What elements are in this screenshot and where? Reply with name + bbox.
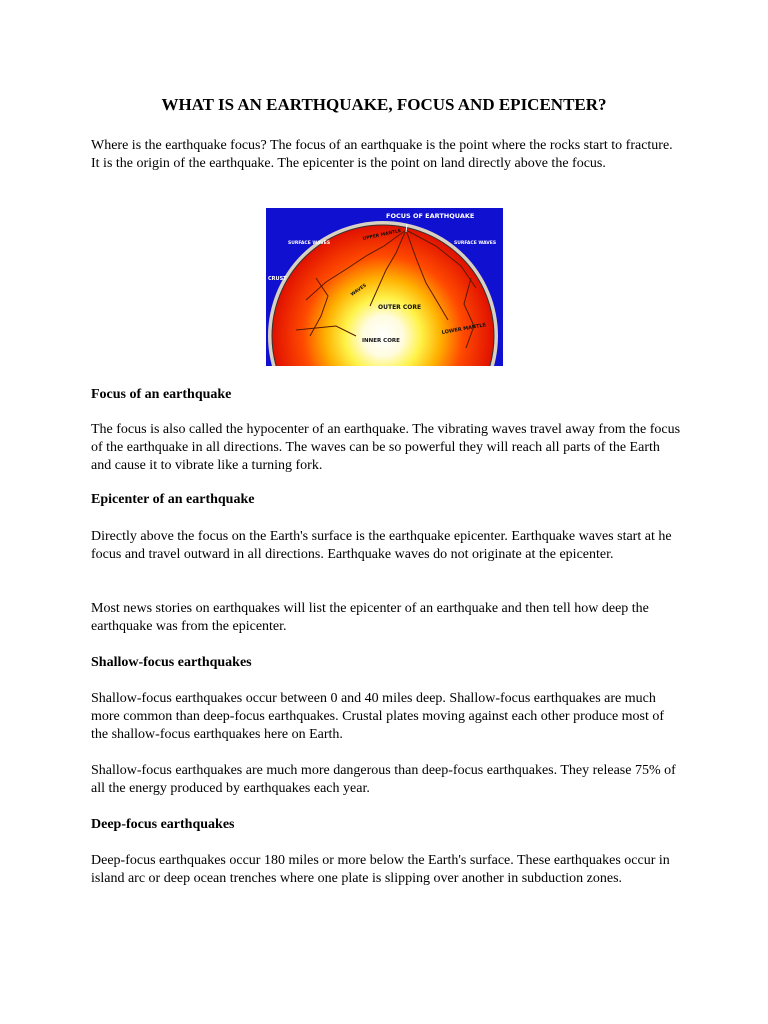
label-waves: WAVES	[350, 283, 368, 298]
label-upper-mantle: UPPER MANTLE	[362, 228, 402, 242]
section-focus-paragraph: The focus is also called the hypocenter of an earthquake. The vibrating waves travel away from the focus of the earthquake in all directions. The waves can be so powerful they will reach all parts of the Earth and cause it to vibrate like a turning fork.	[91, 422, 681, 473]
label-lower-mantle: LOWER MANTLE	[441, 322, 487, 336]
section-shallow-paragraph-1: Shallow-focus earthquakes occur between 0 and 40 miles deep. Shallow-focus earthquakes are much more common than deep-focus earthquakes. Crustal plates moving against each other produce most of the shallow-focus earthquakes here on Earth.	[91, 691, 665, 742]
section-heading-focus: Focus of an earthquake	[91, 387, 232, 402]
section-heading-shallow: Shallow-focus earthquakes	[91, 655, 252, 670]
section-heading-deep: Deep-focus earthquakes	[91, 817, 235, 832]
earth-layers-diagram	[266, 208, 503, 366]
section-epicenter-paragraph-1: Directly above the focus on the Earth's surface is the earthquake epicenter. Earthquake waves start at he focus and travel outward in all directions. Earthquake waves do not originate at the epicenter.	[91, 529, 672, 562]
section-deep-paragraph: Deep-focus earthquakes occur 180 miles or more below the Earth's surface. These earthquakes occur in island arc or deep ocean trenches where one plate is slipping over another in subduction zones.	[91, 853, 670, 886]
label-surface-waves-right: SURFACE WAVES	[454, 241, 497, 246]
section-shallow-paragraph-2: Shallow-focus earthquakes are much more dangerous than deep-focus earthquakes. They release 75% of all the energy produced by earthquakes each year.	[91, 763, 676, 796]
section-epicenter-paragraph-2: Most news stories on earthquakes will list the epicenter of an earthquake and then tell how deep the earthquake was from the epicenter.	[91, 601, 649, 634]
label-crust: CRUST	[268, 276, 287, 282]
section-heading-epicenter: Epicenter of an earthquake	[91, 492, 255, 507]
earth-layers-svg	[266, 208, 503, 366]
intro-paragraph: Where is the earthquake focus? The focus of an earthquake is the point where the rocks start to fracture. It is the origin of the earthquake. The epicenter is the point on land directly above the focus.	[91, 138, 673, 171]
document-title: WHAT IS AN EARTHQUAKE, FOCUS AND EPICENTER?	[161, 95, 607, 114]
label-focus: FOCUS OF EARTHQUAKE	[386, 212, 475, 220]
label-inner-core: INNER CORE	[362, 338, 400, 344]
label-surface-waves-left: SURFACE WAVES	[288, 241, 331, 246]
label-outer-core: OUTER CORE	[378, 304, 422, 311]
